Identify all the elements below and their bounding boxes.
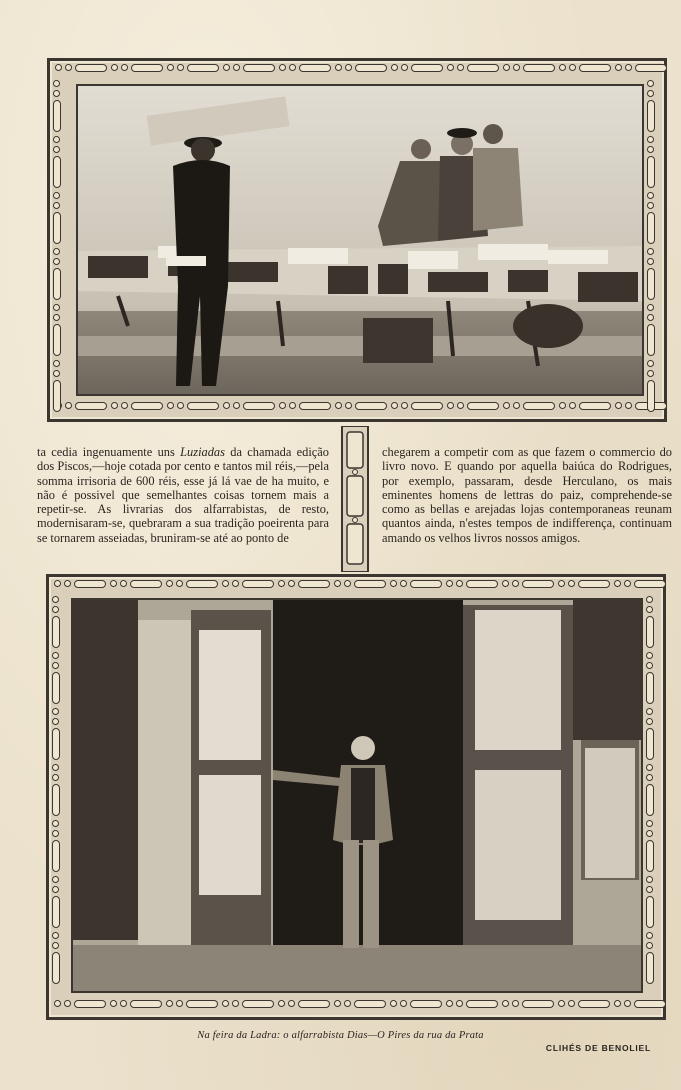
frame-bead: [52, 876, 59, 883]
frame-bar: [410, 580, 442, 588]
frame-bead: [166, 580, 173, 587]
frame-bead: [54, 580, 61, 587]
frame-bead: [391, 402, 398, 409]
frame-bar: [187, 64, 219, 72]
frame-bar: [647, 100, 655, 132]
frame-bead: [646, 606, 653, 613]
frame-bead: [176, 580, 183, 587]
frame-bar: [411, 64, 443, 72]
frame-bead: [559, 402, 566, 409]
frame-bead: [52, 764, 59, 771]
frame-bar: [242, 1000, 274, 1008]
frame-bar: [74, 1000, 106, 1008]
frame-bead: [52, 652, 59, 659]
frame-bead: [52, 606, 59, 613]
frame-bead: [167, 64, 174, 71]
frame-bar: [130, 580, 162, 588]
frame-bead: [559, 64, 566, 71]
frame-bead: [53, 90, 60, 97]
frame-bead: [391, 64, 398, 71]
right-column-paragraph: chegarem a competir com as que fazem o commercio do livro novo. E quando por aquella baiúca do Rodrigues, por exemplo, passaram, desde Herculano, os mais eminentes homens de lettras do paiz, comprehende-se como as bellas e arejadas lojas contemporaneas reunam quantos ainda, n'estes tempos de indifferença, continuam amando os velhos livros nossos amigos.: [382, 445, 672, 545]
frame-bead: [646, 876, 653, 883]
frame-bead: [52, 774, 59, 781]
frame-bar: [75, 402, 107, 410]
frame-bead: [335, 402, 342, 409]
frame-bead: [177, 402, 184, 409]
frame-bar: [186, 580, 218, 588]
frame-bead: [647, 258, 654, 265]
frame-bar: [578, 580, 610, 588]
frame-bead: [120, 580, 127, 587]
frame-bead: [390, 580, 397, 587]
frame-bar: [634, 580, 666, 588]
frame-bead: [647, 202, 654, 209]
frame-bead: [625, 64, 632, 71]
frame-bead: [53, 136, 60, 143]
frame-bar: [243, 64, 275, 72]
frame-bead: [624, 1000, 631, 1007]
frame-bead: [502, 1000, 509, 1007]
frame-bead: [646, 596, 653, 603]
frame-bead: [176, 1000, 183, 1007]
frame-bead: [278, 1000, 285, 1007]
frame-bead: [647, 314, 654, 321]
frame-bar: [647, 324, 655, 356]
frame-bead: [53, 202, 60, 209]
frame-bead: [646, 932, 653, 939]
frame-bar: [299, 64, 331, 72]
frame-bead: [54, 1000, 61, 1007]
frame-bar: [410, 1000, 442, 1008]
frame-bar: [647, 268, 655, 300]
frame-bead: [503, 64, 510, 71]
frame-bead: [456, 1000, 463, 1007]
bookshop-door-photo-icon: [73, 600, 641, 991]
frame-bar: [522, 580, 554, 588]
frame-bar: [646, 728, 654, 760]
frame-bead: [53, 146, 60, 153]
frame-bead: [390, 1000, 397, 1007]
frame-bead: [503, 402, 510, 409]
frame-bar: [52, 672, 60, 704]
frame-bead: [64, 580, 71, 587]
frame-bead: [647, 304, 654, 311]
bookstall-photo: [76, 84, 644, 396]
book-title: Luziadas: [180, 445, 225, 459]
frame-bar: [634, 1000, 666, 1008]
frame-bead: [344, 580, 351, 587]
frame-bar: [579, 64, 611, 72]
frame-bar: [242, 580, 274, 588]
frame-bead: [52, 932, 59, 939]
photo-credit: CLIHÉS DE BENOLIEL: [545, 1043, 651, 1053]
frame-bead: [614, 580, 621, 587]
frame-bar: [187, 402, 219, 410]
frame-bar: [579, 402, 611, 410]
frame-bead: [53, 258, 60, 265]
frame-bar: [74, 580, 106, 588]
frame-bead: [502, 580, 509, 587]
frame-bar: [523, 402, 555, 410]
frame-bead: [111, 402, 118, 409]
frame-bead: [625, 402, 632, 409]
frame-bar: [52, 784, 60, 816]
ornamental-pillar: [340, 426, 370, 572]
frame-bead: [64, 1000, 71, 1007]
frame-bead: [614, 1000, 621, 1007]
frame-bar: [647, 380, 655, 412]
frame-bead: [167, 402, 174, 409]
frame-bead: [558, 1000, 565, 1007]
frame-bar: [646, 672, 654, 704]
frame-bar: [523, 64, 555, 72]
frame-bead: [111, 64, 118, 71]
frame-bar: [647, 212, 655, 244]
frame-bead: [615, 64, 622, 71]
frame-bead: [345, 64, 352, 71]
frame-bead: [447, 64, 454, 71]
frame-bead: [646, 652, 653, 659]
frame-bead: [52, 830, 59, 837]
frame-bar: [53, 380, 61, 412]
frame-bead: [52, 708, 59, 715]
frame-bar: [52, 840, 60, 872]
frame-bar: [52, 896, 60, 928]
frame-bead: [121, 402, 128, 409]
frame-bead: [512, 580, 519, 587]
frame-bar: [355, 64, 387, 72]
frame-bead: [345, 402, 352, 409]
frame-bead: [53, 192, 60, 199]
frame-bead: [279, 64, 286, 71]
frame-bar: [131, 64, 163, 72]
frame-bar: [578, 1000, 610, 1008]
frame-bead: [166, 1000, 173, 1007]
frame-bead: [647, 360, 654, 367]
frame-bead: [568, 580, 575, 587]
frame-bead: [65, 64, 72, 71]
frame-bar: [647, 156, 655, 188]
frame-bead: [646, 774, 653, 781]
frame-bar: [53, 324, 61, 356]
text-column-right: [382, 445, 672, 545]
frame-bar: [411, 402, 443, 410]
frame-bead: [334, 1000, 341, 1007]
frame-bar: [466, 1000, 498, 1008]
left-column-paragraph: ta cedia ingenuamente uns Luziadas da chamada edição dos Piscos,—hoje cotada por cento e tantos mil réis,—pela somma irrisoria de 600 réis, esse já lá vae de ha muito, e não é possivel que semelhantes coisas tornem mais a repetir-se. As livrarias dos alfarrabistas, de resto, modernisaram-se, quebraram a sua tradição poeirenta para se tornarem asseiadas, bruniram-se até ao ponto de: [37, 445, 329, 545]
frame-bead: [647, 80, 654, 87]
frame-bead: [647, 136, 654, 143]
frame-bead: [232, 580, 239, 587]
frame-bead: [53, 248, 60, 255]
frame-bar: [646, 840, 654, 872]
frame-bead: [457, 402, 464, 409]
frame-bead: [624, 580, 631, 587]
frame-bead: [647, 370, 654, 377]
frame-bead: [55, 64, 62, 71]
frame-bead: [646, 820, 653, 827]
frame-bead: [456, 580, 463, 587]
frame-bar: [635, 64, 667, 72]
frame-bead: [646, 942, 653, 949]
frame-bead: [457, 64, 464, 71]
frame-bar: [130, 1000, 162, 1008]
frame-bar: [53, 212, 61, 244]
frame-bead: [278, 580, 285, 587]
frame-bar: [466, 580, 498, 588]
frame-bead: [512, 1000, 519, 1007]
frame-bead: [615, 402, 622, 409]
frame-bead: [288, 580, 295, 587]
frame-bead: [279, 402, 286, 409]
text-column-left: [37, 445, 329, 545]
frame-bead: [647, 192, 654, 199]
frame-bead: [401, 64, 408, 71]
frame-bar: [75, 64, 107, 72]
frame-bead: [568, 1000, 575, 1007]
frame-bar: [186, 1000, 218, 1008]
frame-bead: [646, 764, 653, 771]
frame-bead: [334, 580, 341, 587]
frame-bar: [354, 580, 386, 588]
frame-bead: [110, 580, 117, 587]
frame-bar: [131, 402, 163, 410]
frame-bead: [569, 402, 576, 409]
frame-bead: [53, 314, 60, 321]
frame-bead: [52, 662, 59, 669]
frame-bead: [401, 402, 408, 409]
frame-bar: [299, 402, 331, 410]
frame-bead: [646, 886, 653, 893]
frame-bar: [646, 952, 654, 984]
frame-bead: [177, 64, 184, 71]
frame-bead: [121, 64, 128, 71]
frame-bead: [400, 580, 407, 587]
frame-bar: [298, 580, 330, 588]
frame-bead: [289, 402, 296, 409]
frame-bead: [446, 1000, 453, 1007]
frame-bead: [646, 718, 653, 725]
frame-bead: [646, 708, 653, 715]
frame-bar: [53, 100, 61, 132]
frame-bar: [646, 896, 654, 928]
frame-bar: [52, 952, 60, 984]
frame-bar: [646, 784, 654, 816]
frame-bead: [222, 1000, 229, 1007]
frame-bead: [646, 830, 653, 837]
frame-bead: [233, 402, 240, 409]
frame-bead: [52, 942, 59, 949]
bookstall-photo-icon: [78, 86, 642, 394]
frame-bar: [522, 1000, 554, 1008]
frame-bar: [467, 64, 499, 72]
frame-bead: [53, 360, 60, 367]
frame-bead: [233, 64, 240, 71]
frame-bar: [53, 268, 61, 300]
frame-bead: [513, 64, 520, 71]
frame-bead: [52, 886, 59, 893]
frame-bead: [447, 402, 454, 409]
frame-bar: [298, 1000, 330, 1008]
frame-bar: [354, 1000, 386, 1008]
frame-bead: [110, 1000, 117, 1007]
frame-bead: [344, 1000, 351, 1007]
frame-bead: [53, 304, 60, 311]
frame-bead: [288, 1000, 295, 1007]
bookshop-door-photo: [71, 598, 643, 993]
frame-bar: [53, 156, 61, 188]
frame-bead: [289, 64, 296, 71]
photo-caption: Na feira da Ladra: o alfarrabista Dias—O Pires da rua da Prata: [197, 1030, 484, 1041]
frame-bead: [52, 820, 59, 827]
frame-bead: [647, 248, 654, 255]
frame-bead: [53, 80, 60, 87]
frame-bar: [243, 402, 275, 410]
frame-bead: [52, 596, 59, 603]
frame-bead: [513, 402, 520, 409]
frame-bead: [646, 662, 653, 669]
frame-bead: [647, 146, 654, 153]
frame-bead: [53, 370, 60, 377]
frame-bar: [646, 616, 654, 648]
frame-bead: [222, 580, 229, 587]
frame-bead: [232, 1000, 239, 1007]
frame-bead: [400, 1000, 407, 1007]
frame-bar: [52, 728, 60, 760]
frame-bar: [52, 616, 60, 648]
frame-bead: [335, 64, 342, 71]
frame-bead: [569, 64, 576, 71]
frame-bead: [223, 64, 230, 71]
frame-bead: [647, 90, 654, 97]
frame-bead: [120, 1000, 127, 1007]
frame-bead: [65, 402, 72, 409]
frame-bead: [558, 580, 565, 587]
frame-bead: [446, 580, 453, 587]
frame-bead: [223, 402, 230, 409]
frame-bar: [467, 402, 499, 410]
frame-bar: [355, 402, 387, 410]
frame-bead: [52, 718, 59, 725]
